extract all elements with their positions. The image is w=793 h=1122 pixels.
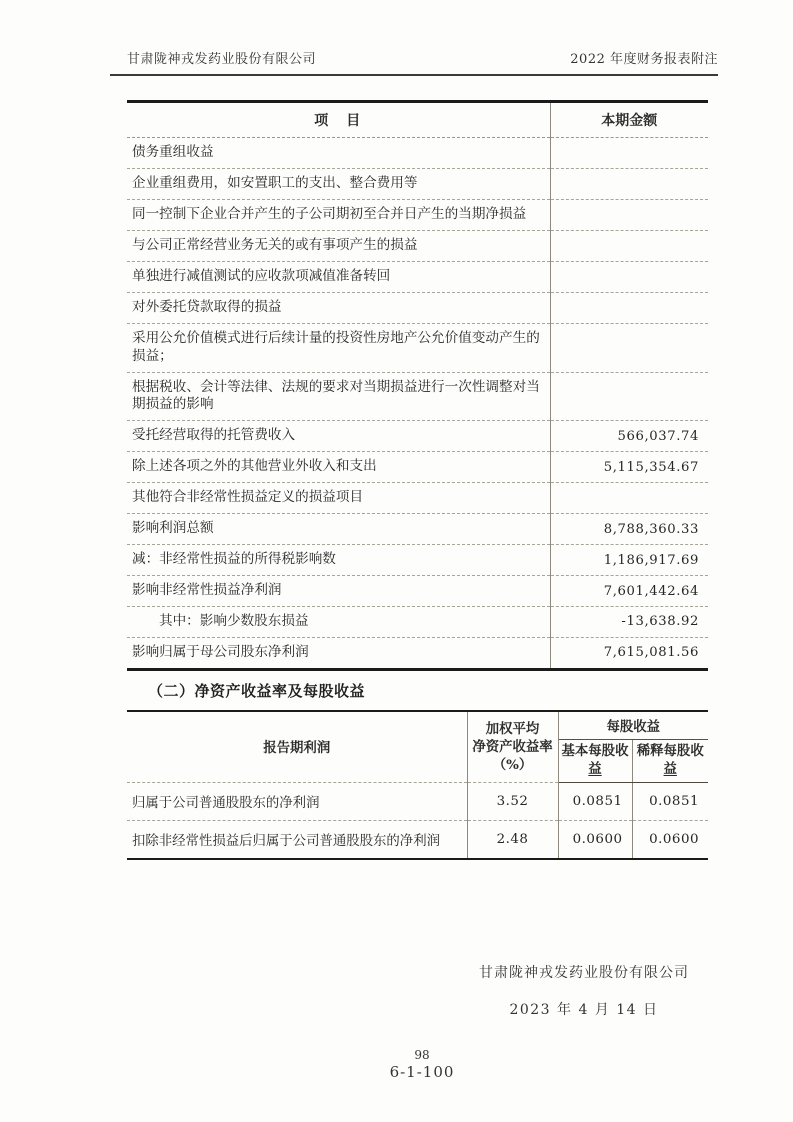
amount-value [550,199,708,230]
table-row [127,372,708,421]
amount-value: 1,186,917.69 [550,545,708,576]
signature-date: 2023 年 4 月 14 日 [509,1002,659,1018]
item-label: 采用公允价值模式进行后续计量的投资性房地产公允价值变动产生的损益； [127,323,550,372]
table-row [127,545,708,576]
basic-eps-value: 0.0851 [558,783,632,821]
roe-value: 3.52 [467,783,558,821]
page-footer [352,1048,492,1081]
running-header [110,48,718,76]
item-label: 影响利润总额 [127,514,550,545]
column-header-diluted-eps [632,739,708,782]
item-label: 影响非经常性损益净利润 [127,576,550,607]
column-header-report-period-profit: 报告期利润 [263,740,331,757]
amount-value: 566,037.74 [550,421,708,452]
item-label: 根据税收、会计等法律、法规的要求对当期损益进行一次性调整对当期损益的影响 [127,372,550,421]
signature-company-name: 甘肃陇神戎发药业股份有限公司 [479,965,689,981]
item-label: 与公司正常经营业务无关的或有事项产生的损益 [127,230,550,261]
item-label: 归属于公司普通股股东的净利润 [127,783,467,821]
roe-eps-table-body [127,783,708,860]
diluted-eps-value: 0.0851 [632,783,708,821]
table-row [127,483,708,514]
basic-eps-header-line: 基本每股收 [561,742,629,759]
amount-value [550,138,708,169]
column-header-basic-eps [558,739,632,782]
table-row [127,421,708,452]
item-label: 除上述各项之外的其他营业外收入和支出 [127,452,550,483]
header-company-name: 甘肃陇神戎发药业股份有限公司 [127,52,317,67]
diluted-eps-header-line: 益 [663,760,677,777]
diluted-eps-header-line: 稀释每股收 [636,742,704,759]
item-label: 企业重组费用，如安置职工的支出、整合费用等 [127,168,550,199]
non-recurring-items-table-body [127,138,708,670]
amount-value [550,292,708,323]
table-row [127,168,708,199]
item-label: 其中：影响少数股东损益 [127,607,550,638]
table-row [127,576,708,607]
column-header-weighted-average-roe [467,711,558,783]
amount-value: 5,115,354.67 [550,452,708,483]
table-row [127,261,708,292]
amount-value [550,483,708,514]
amount-value [550,230,708,261]
column-header-item: 项 目 [127,102,550,138]
roe-header-line: 加权平均 [485,720,540,737]
signature-block [479,962,689,1019]
document-number: 6-1-100 [389,1063,455,1081]
table-row [127,607,708,638]
amount-value: -13,638.92 [550,607,708,638]
section-heading-roe-eps: （二）净资产收益率及每股收益 [148,681,366,700]
item-label: 债务重组收益 [127,138,550,169]
roe-header-line: 净资产收益率 [472,738,553,755]
amount-value: 8,788,360.33 [550,514,708,545]
amount-value [550,372,708,421]
table-header-row [127,711,708,740]
amount-value [550,168,708,199]
table-row [127,514,708,545]
table-row [127,783,708,821]
table-header-row [127,102,708,138]
roe-eps-table [127,710,708,860]
item-label: 同一控制下企业合并产生的子公司期初至合并日产生的当期净损益 [127,199,550,230]
table-row [127,323,708,372]
amount-value [550,261,708,292]
column-header-eps-group: 每股收益 [558,711,708,740]
table-row [127,292,708,323]
table-row [127,821,708,860]
item-label: 扣除非经常性损益后归属于公司普通股股东的净利润 [127,821,467,860]
page-number: 98 [414,1048,430,1062]
page-content [127,100,708,860]
item-label: 对外委托贷款取得的损益 [127,292,550,323]
item-label: 其他符合非经常性损益定义的损益项目 [127,483,550,514]
table-row [127,637,708,669]
table-row [127,452,708,483]
item-label: 单独进行减值测试的应收款项减值准备转回 [127,261,550,292]
amount-value: 7,615,081.56 [550,637,708,669]
amount-value: 7,601,442.64 [550,576,708,607]
item-label: 受托经营取得的托管费收入 [127,421,550,452]
table-row [127,230,708,261]
column-header-current-amount: 本期金额 [550,102,708,138]
amount-value [550,323,708,372]
item-label: 影响归属于母公司股东净利润 [127,637,550,669]
non-recurring-items-table [127,100,708,671]
item-label: 减：非经常性损益的所得税影响数 [127,545,550,576]
roe-header-line: （%） [492,757,533,774]
table-row [127,138,708,169]
basic-eps-value: 0.0600 [558,821,632,860]
basic-eps-header-line: 益 [588,760,602,777]
diluted-eps-value: 0.0600 [632,821,708,860]
roe-value: 2.48 [467,821,558,860]
table-row [127,199,708,230]
header-report-title: 2022 年度财务报表附注 [570,52,718,67]
